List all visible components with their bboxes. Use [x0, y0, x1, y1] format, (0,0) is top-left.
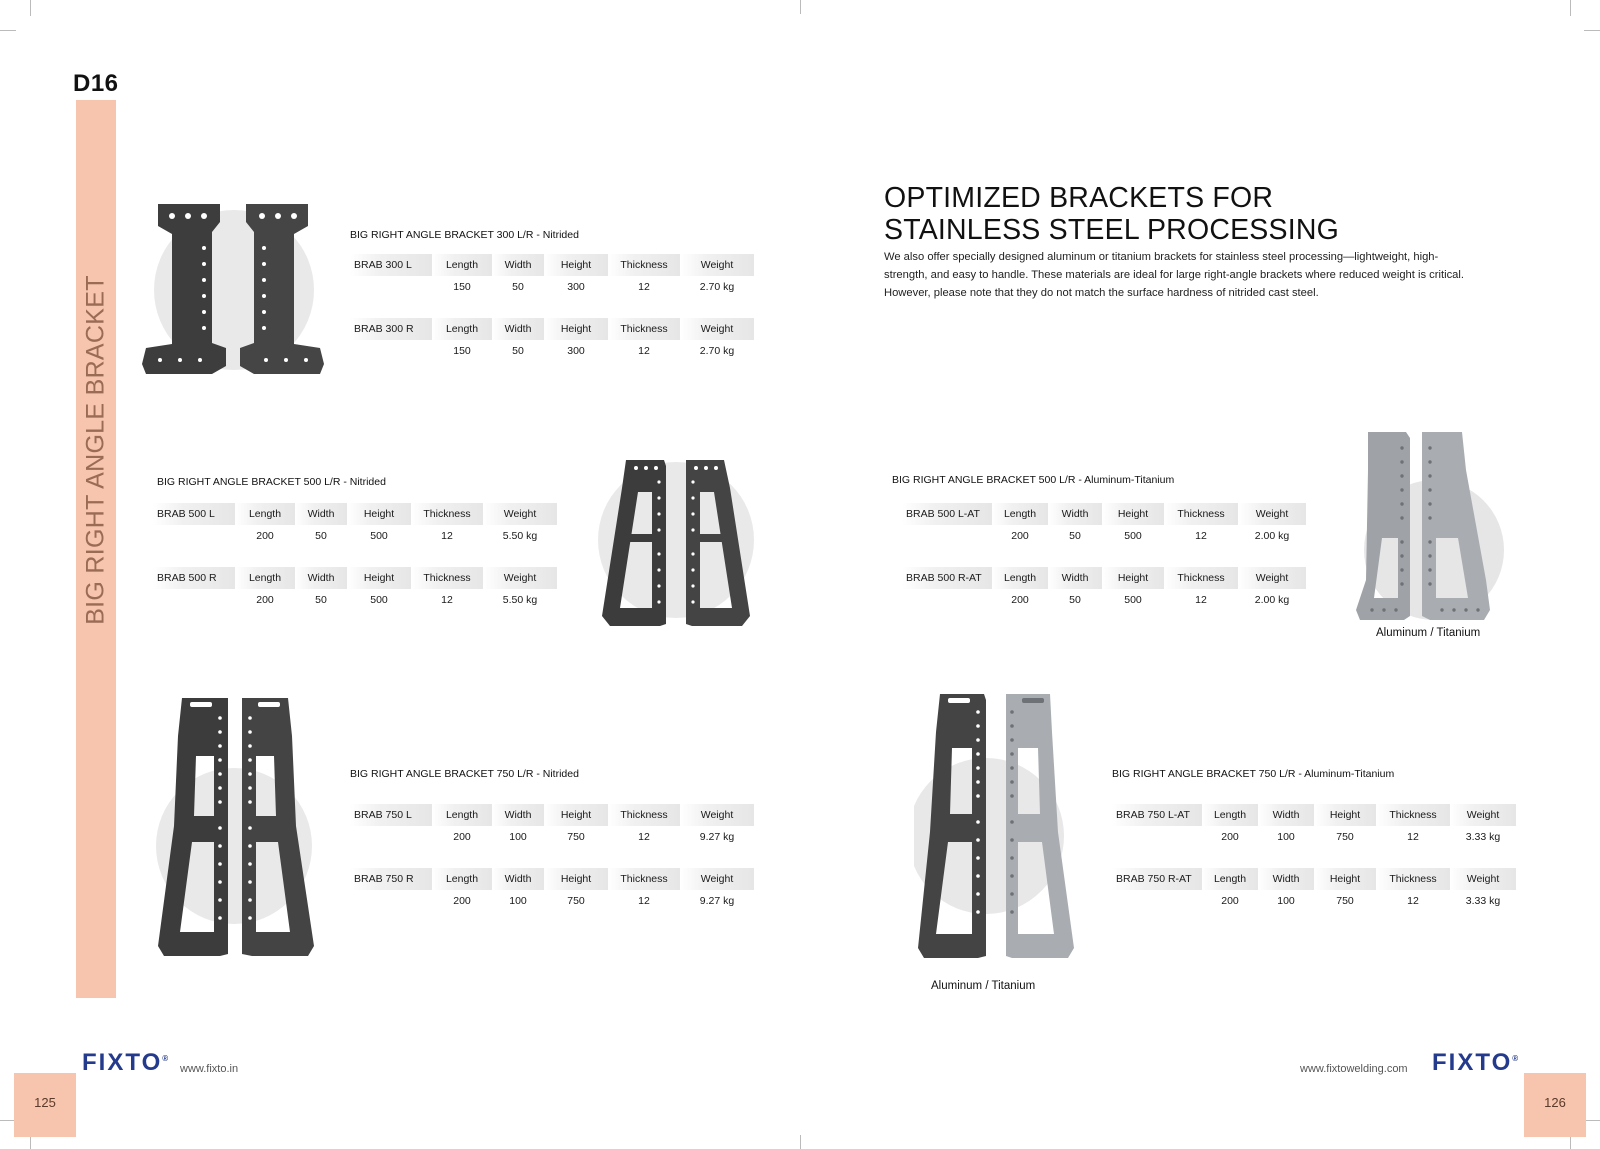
col-weight: Weight	[1238, 567, 1306, 589]
page-number-box-left	[14, 1073, 76, 1137]
cell: 200	[453, 831, 471, 843]
spec-table-500	[153, 503, 557, 611]
cell: 12	[638, 895, 650, 907]
fixto-logo-left	[82, 1049, 168, 1077]
col-width: Width	[492, 318, 544, 340]
cell: 750	[567, 831, 585, 843]
section-title-500: BIG RIGHT ANGLE BRACKET 500 L/R - Nitrided	[157, 476, 386, 488]
cell: 2.00 kg	[1254, 594, 1290, 606]
bracket-500-at-image	[1356, 430, 1526, 622]
cell: 2.70 kg	[699, 345, 735, 357]
caption-750-at: Aluminum / Titanium	[931, 980, 1036, 992]
side-bar	[76, 100, 116, 998]
cell: 200	[1011, 594, 1029, 606]
cell: 12	[1407, 831, 1419, 843]
side-title: BIG RIGHT ANGLE BRACKET	[81, 275, 110, 625]
item-code: BRAB 500 L	[153, 503, 235, 525]
bracket-500-image	[596, 458, 756, 628]
col-width: Width	[492, 868, 544, 890]
caption-500-at: Aluminum / Titanium	[1376, 627, 1481, 639]
col-length: Length	[432, 254, 492, 276]
item-code: BRAB 500 R-AT	[902, 567, 992, 589]
logo-text: FIXTO	[1432, 1049, 1513, 1076]
item-code: BRAB 500 R	[153, 567, 235, 589]
col-height: Height	[544, 868, 608, 890]
section-title-500-at: BIG RIGHT ANGLE BRACKET 500 L/R - Aluminum-Titanium	[892, 474, 1175, 486]
spec-table-500-at	[902, 503, 1306, 611]
cell: 12	[638, 831, 650, 843]
url-right[interactable]: www.fixtowelding.com	[1300, 1063, 1408, 1075]
cell: 12	[638, 281, 650, 293]
cell: 5.50 kg	[502, 530, 538, 542]
cell: 200	[453, 895, 471, 907]
col-weight: Weight	[483, 503, 557, 525]
cell: 12	[441, 530, 453, 542]
cell: 3.33 kg	[1465, 831, 1501, 843]
section-title-750-at: BIG RIGHT ANGLE BRACKET 750 L/R - Aluminum-Titanium	[1112, 768, 1395, 780]
col-weight: Weight	[680, 318, 754, 340]
section-title-750: BIG RIGHT ANGLE BRACKET 750 L/R - Nitrided	[350, 768, 579, 780]
col-height: Height	[544, 254, 608, 276]
col-width: Width	[295, 503, 347, 525]
col-thickness: Thickness	[608, 804, 680, 826]
spec-table-300	[350, 254, 754, 362]
col-length: Length	[992, 503, 1048, 525]
col-height: Height	[544, 804, 608, 826]
cell: 3.33 kg	[1465, 895, 1501, 907]
cell: 300	[567, 345, 585, 357]
cell: 500	[1124, 594, 1142, 606]
col-weight: Weight	[1238, 503, 1306, 525]
cell: 2.70 kg	[699, 281, 735, 293]
col-height: Height	[544, 318, 608, 340]
cell: 50	[512, 281, 524, 293]
col-width: Width	[1048, 503, 1102, 525]
registered-mark: ®	[162, 1054, 169, 1063]
cell: 150	[453, 345, 471, 357]
url-left[interactable]: www.fixto.in	[180, 1063, 239, 1075]
cell: 12	[1195, 530, 1207, 542]
spec-table-750-at	[1112, 804, 1516, 912]
col-thickness: Thickness	[608, 868, 680, 890]
cell: 12	[1407, 895, 1419, 907]
col-height: Height	[347, 567, 411, 589]
page-number-right: 126	[1544, 1095, 1566, 1110]
cell: 9.27 kg	[699, 895, 735, 907]
col-thickness: Thickness	[1164, 567, 1238, 589]
intro-paragraph: We also offer specially designed aluminum or titanium brackets for stainless steel processing—lightweight, high-strength, and easy to handle. These materials are ideal for large right-angle brackets where reduced weight is critical. However, please note that they do not match the surface hardness of nitrided cast steel.	[884, 251, 1464, 299]
cell: 100	[1277, 895, 1295, 907]
item-code: BRAB 750 R-AT	[1112, 868, 1202, 890]
page-number-left: 125	[34, 1095, 56, 1110]
col-width: Width	[492, 254, 544, 276]
cell: 200	[256, 530, 274, 542]
col-weight: Weight	[680, 254, 754, 276]
cell: 9.27 kg	[699, 831, 735, 843]
col-weight: Weight	[680, 868, 754, 890]
cell: 200	[1221, 895, 1239, 907]
col-length: Length	[235, 567, 295, 589]
cell: 12	[441, 594, 453, 606]
col-width: Width	[295, 567, 347, 589]
headline	[884, 182, 1339, 246]
page-number-box-right	[1524, 1073, 1586, 1137]
cell: 750	[567, 895, 585, 907]
cell: 5.50 kg	[502, 594, 538, 606]
item-code: BRAB 500 L-AT	[902, 503, 992, 525]
col-height: Height	[1102, 503, 1164, 525]
cell: 200	[1221, 831, 1239, 843]
col-width: Width	[492, 804, 544, 826]
col-length: Length	[432, 318, 492, 340]
cell: 50	[315, 530, 327, 542]
item-code: BRAB 750 R	[350, 868, 432, 890]
cell: 100	[1277, 831, 1295, 843]
col-length: Length	[1202, 804, 1258, 826]
col-height: Height	[1102, 567, 1164, 589]
col-height: Height	[347, 503, 411, 525]
item-code: BRAB 750 L-AT	[1112, 804, 1202, 826]
col-thickness: Thickness	[1376, 804, 1450, 826]
section-title-300: BIG RIGHT ANGLE BRACKET 300 L/R - Nitrided	[350, 229, 579, 241]
bracket-750-image	[154, 696, 324, 958]
cell: 200	[1011, 530, 1029, 542]
cell: 750	[1336, 895, 1354, 907]
col-width: Width	[1258, 804, 1314, 826]
page-code: D16	[73, 70, 119, 97]
col-weight: Weight	[1450, 868, 1516, 890]
headline-line-2: STAINLESS STEEL PROCESSING	[884, 214, 1339, 246]
col-length: Length	[432, 868, 492, 890]
cell: 50	[1069, 594, 1081, 606]
cell: 12	[638, 345, 650, 357]
cell: 50	[315, 594, 327, 606]
item-code: BRAB 300 R	[350, 318, 432, 340]
cell: 2.00 kg	[1254, 530, 1290, 542]
bracket-300-image	[140, 198, 340, 388]
cell: 500	[1124, 530, 1142, 542]
col-thickness: Thickness	[1376, 868, 1450, 890]
col-length: Length	[432, 804, 492, 826]
fixto-logo-right	[1432, 1049, 1518, 1077]
item-code: BRAB 300 L	[350, 254, 432, 276]
col-weight: Weight	[1450, 804, 1516, 826]
item-code: BRAB 750 L	[350, 804, 432, 826]
col-thickness: Thickness	[411, 503, 483, 525]
cell: 200	[256, 594, 274, 606]
cell: 50	[512, 345, 524, 357]
col-length: Length	[992, 567, 1048, 589]
bracket-750-at-image	[914, 692, 1084, 962]
spec-table-750	[350, 804, 754, 912]
col-height: Height	[1314, 868, 1376, 890]
cell: 150	[453, 281, 471, 293]
cell: 500	[370, 530, 388, 542]
col-width: Width	[1048, 567, 1102, 589]
col-thickness: Thickness	[1164, 503, 1238, 525]
col-length: Length	[235, 503, 295, 525]
col-height: Height	[1314, 804, 1376, 826]
cell: 100	[509, 831, 527, 843]
registered-mark: ®	[1512, 1054, 1519, 1063]
cell: 50	[1069, 530, 1081, 542]
col-weight: Weight	[680, 804, 754, 826]
col-thickness: Thickness	[608, 318, 680, 340]
headline-line-1: OPTIMIZED BRACKETS FOR	[884, 182, 1274, 214]
col-thickness: Thickness	[411, 567, 483, 589]
cell: 300	[567, 281, 585, 293]
cell: 12	[1195, 594, 1207, 606]
col-thickness: Thickness	[608, 254, 680, 276]
col-width: Width	[1258, 868, 1314, 890]
col-length: Length	[1202, 868, 1258, 890]
col-weight: Weight	[483, 567, 557, 589]
cell: 500	[370, 594, 388, 606]
cell: 750	[1336, 831, 1354, 843]
logo-text: FIXTO	[82, 1049, 163, 1076]
cell: 100	[509, 895, 527, 907]
